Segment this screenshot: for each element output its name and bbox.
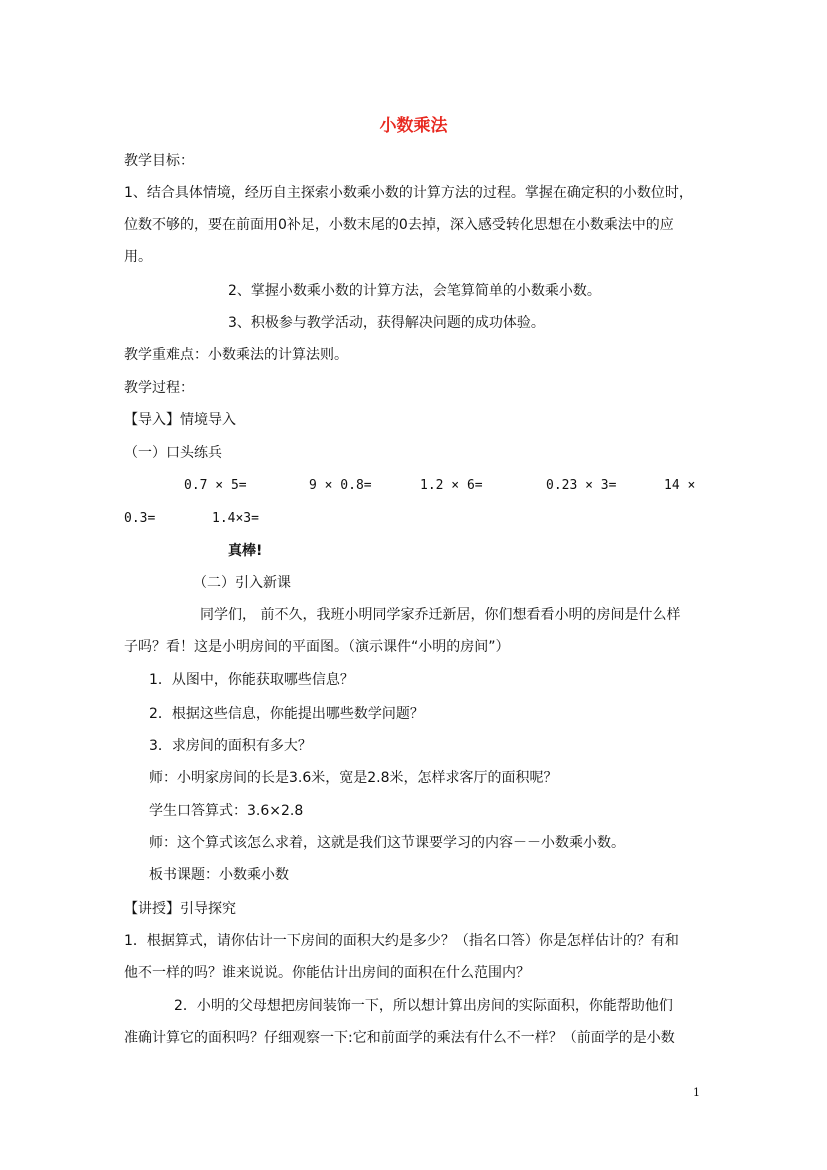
exercise-6: 1.4×3= <box>212 511 259 526</box>
subsection-oral-practice: （一）口头练兵 <box>124 445 222 461</box>
board-topic: 板书课题：小数乘小数 <box>149 867 289 883</box>
question-1: 1．从图中，你能获取哪些信息？ <box>149 672 354 688</box>
praise-text: 真棒! <box>228 543 263 559</box>
page-number: 1 <box>693 1086 700 1099</box>
objective-3: 3、积极参与教学活动，获得解决问题的成功体验。 <box>228 315 545 331</box>
exercise-3: 1.2 × 6= <box>420 478 483 493</box>
paragraph-story-line-1: 同学们， 前不久，我班小明同学家乔迁新居，你们想看看小明的房间是什么样 <box>200 607 681 623</box>
lecture-para-2-line-2: 准确计算它的面积吗？仔细观察一下:它和前面学的乘法有什么不一样？（前面学的是小数 <box>124 1030 675 1046</box>
question-2: 2．根据这些信息，你能提出哪些数学问题？ <box>149 706 424 722</box>
section-intro: 【导入】情境导入 <box>124 412 236 428</box>
teacher-question: 师：小明家房间的长是3.6米，宽是2.8米，怎样求客厅的面积呢？ <box>149 770 558 786</box>
subsection-new-lesson: （二）引入新课 <box>193 575 291 591</box>
lecture-para-2-line-1: 2．小明的父母想把房间装饰一下，所以想计算出房间的实际面积，你能帮助他们 <box>174 998 673 1014</box>
exercise-5-start: 14 × <box>664 478 696 493</box>
objective-1-line-1: 1、结合具体情境，经历自主探索小数乘小数的计算方法的过程。掌握在确定积的小数位时， <box>124 185 693 201</box>
objective-2: 2、掌握小数乘小数的计算方法，会笔算简单的小数乘小数。 <box>228 283 601 299</box>
student-answer: 学生口答算式：3.6×2.8 <box>149 803 304 819</box>
section-lecture: 【讲授】引导探究 <box>124 901 236 917</box>
lecture-para-1-line-1: 1．根据算式，请你估计一下房间的面积大约是多少？（指名口答）你是怎样估计的？有和 <box>124 933 679 949</box>
key-points: 教学重难点：小数乘法的计算法则。 <box>124 347 348 363</box>
objective-1-line-3: 用。 <box>124 249 152 265</box>
lecture-para-1-line-2: 他不一样的吗？谁来说说。你能估计出房间的面积在什么范围内？ <box>124 965 530 981</box>
teacher-explanation: 师：这个算式该怎么求着，这就是我们这节课要学习的内容－－小数乘小数。 <box>149 835 625 851</box>
heading-objectives: 教学目标： <box>124 153 194 169</box>
exercise-5-end: 0.3= <box>124 511 156 526</box>
objective-1-line-2: 位数不够的，要在前面用0补足，小数末尾的0去掉，深入感受转化思想在小数乘法中的应 <box>124 217 674 233</box>
paragraph-story-line-2: 子吗？看！这是小明房间的平面图。（演示课件“小明的房间”） <box>124 639 510 655</box>
exercise-1: 0.7 × 5= <box>184 478 247 493</box>
question-3: 3．求房间的面积有多大？ <box>149 738 312 754</box>
exercise-2: 9 × 0.8= <box>309 478 372 493</box>
heading-process: 教学过程： <box>124 380 194 396</box>
document-title: 小数乘法 <box>379 116 448 136</box>
exercise-4: 0.23 × 3= <box>546 478 617 493</box>
